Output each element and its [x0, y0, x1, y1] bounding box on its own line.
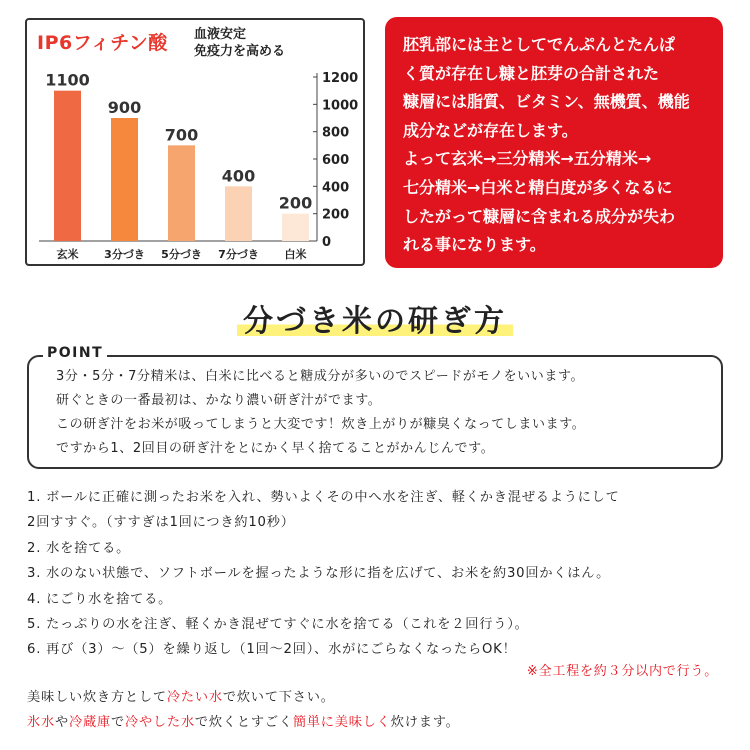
- info-box: [385, 17, 723, 268]
- info-line: 胚乳部には主としてでんぷんとたんぱ: [403, 35, 676, 54]
- bar-5: [282, 214, 309, 241]
- info-line: よって玄米→三分精米→五分精米→: [403, 149, 652, 169]
- step-item: 5. たっぷりの水を注ぎ、軽くかき混ぜてすぐに水を捨てる（これを２回行う）。: [27, 617, 529, 633]
- time-note: ※全工程を約３分以内で行う。: [526, 664, 718, 679]
- y-tick-label: 200: [322, 207, 350, 223]
- tip-highlight: 氷水: [27, 715, 55, 731]
- step-item: 1. ボールに正確に測ったお米を入れ、勢いよくその中へ水を注ぎ、軽くかき混ぜるようにして: [27, 490, 620, 505]
- data-label: 400: [221, 166, 256, 186]
- cooking-tips: [27, 685, 460, 736]
- tip-highlight: 冷たい水: [166, 690, 223, 705]
- steps-list: [27, 485, 727, 663]
- tip-text: で炊いて下さい。: [222, 690, 335, 705]
- data-label: 1100: [45, 70, 90, 90]
- bar-1: [54, 91, 81, 241]
- info-line: れる事になります。: [403, 235, 546, 255]
- tip-line-2: [27, 710, 460, 735]
- tip-text: で: [110, 715, 125, 731]
- y-tick-label: 1000: [322, 98, 359, 114]
- chart-subtitle: [194, 26, 285, 60]
- info-line: 成分などが存在します。: [403, 120, 578, 140]
- tip-highlight: 冷やした水: [124, 715, 195, 731]
- chart-subtitle-line-1: 血液安定: [194, 27, 247, 42]
- info-line: く質が存在し糠と胚芽の合計された: [403, 63, 660, 83]
- x-tick-label: 白米: [284, 248, 307, 261]
- data-label: 700: [164, 125, 199, 145]
- chart-subtitle-line-2: 免疫力を高める: [194, 44, 286, 59]
- point-line: 3分・5分・7分精米は、白米に比べると糖成分が多いのでスピードがモノをいいます。: [56, 369, 585, 384]
- info-line: したがって糠層に含まれる成分が失わ: [403, 206, 676, 226]
- step-item: 2. 水を捨てる。: [27, 540, 131, 556]
- data-label: 200: [278, 193, 313, 213]
- step-item: 4. にごり水を捨てる。: [27, 591, 173, 607]
- phytic-acid-chart: [25, 18, 365, 266]
- y-tick-label: 1200: [322, 71, 359, 86]
- step-item: 3. 水のない状態で、ソフトボールを握ったような形に指を広げて、お米を約30回かくはん。: [27, 566, 611, 582]
- y-tick-label: 400: [322, 180, 350, 196]
- step-item: 6. 再び（3）〜（5）を繰り返し（1回〜2回）、水がにごらなくなったらOK！: [27, 642, 517, 658]
- info-line: 糠層には脂質、ビタミン、無機質、機能: [403, 92, 690, 112]
- point-label: POINT: [43, 345, 107, 361]
- tip-text: 炊けます。: [390, 715, 460, 731]
- bar-2: [111, 118, 138, 241]
- x-tick-label: 玄米: [56, 248, 79, 261]
- info-line: 七分精米→白米と精白度が多くなるに: [403, 177, 673, 197]
- y-tick-label: 0: [322, 235, 332, 250]
- bar-4: [225, 186, 252, 241]
- point-line: ですから1、2回目の研ぎ汁をとにかく早く捨てることがかんじんです。: [56, 441, 495, 456]
- x-tick-label: 5分づき: [161, 248, 202, 261]
- bar-3: [168, 145, 195, 241]
- section-title: 分づき米の研ぎ方: [237, 304, 513, 339]
- tip-text: や: [54, 715, 69, 731]
- tip-text: 美味しい炊き方として: [27, 690, 167, 705]
- y-tick-label: 600: [322, 153, 350, 168]
- point-line: この研ぎ汁をお米が吸ってしまうと大変です！炊き上がりが糠臭くなってしまいます。: [56, 417, 586, 432]
- tip-highlight: 冷蔵庫: [68, 715, 111, 731]
- point-line: 研ぐときの一番最初は、かなり濃い研ぎ汁がでます。: [56, 393, 382, 408]
- point-box: [27, 345, 723, 469]
- tip-line-1: [27, 685, 460, 710]
- chart-title: IP6フィチン酸: [37, 32, 168, 54]
- tip-highlight: 簡単に美味しく: [292, 715, 391, 731]
- section-heading: [0, 296, 750, 340]
- data-label: 900: [107, 98, 142, 117]
- x-tick-label: 7分づき: [218, 248, 259, 261]
- x-tick-label: 3分づき: [104, 248, 145, 261]
- y-tick-label: 800: [322, 125, 350, 141]
- point-lines: [56, 365, 585, 461]
- step-item: 2回すすぐ。（すすぎは1回につき約10秒）: [27, 515, 295, 531]
- tip-text: で炊くとすごく: [194, 715, 293, 731]
